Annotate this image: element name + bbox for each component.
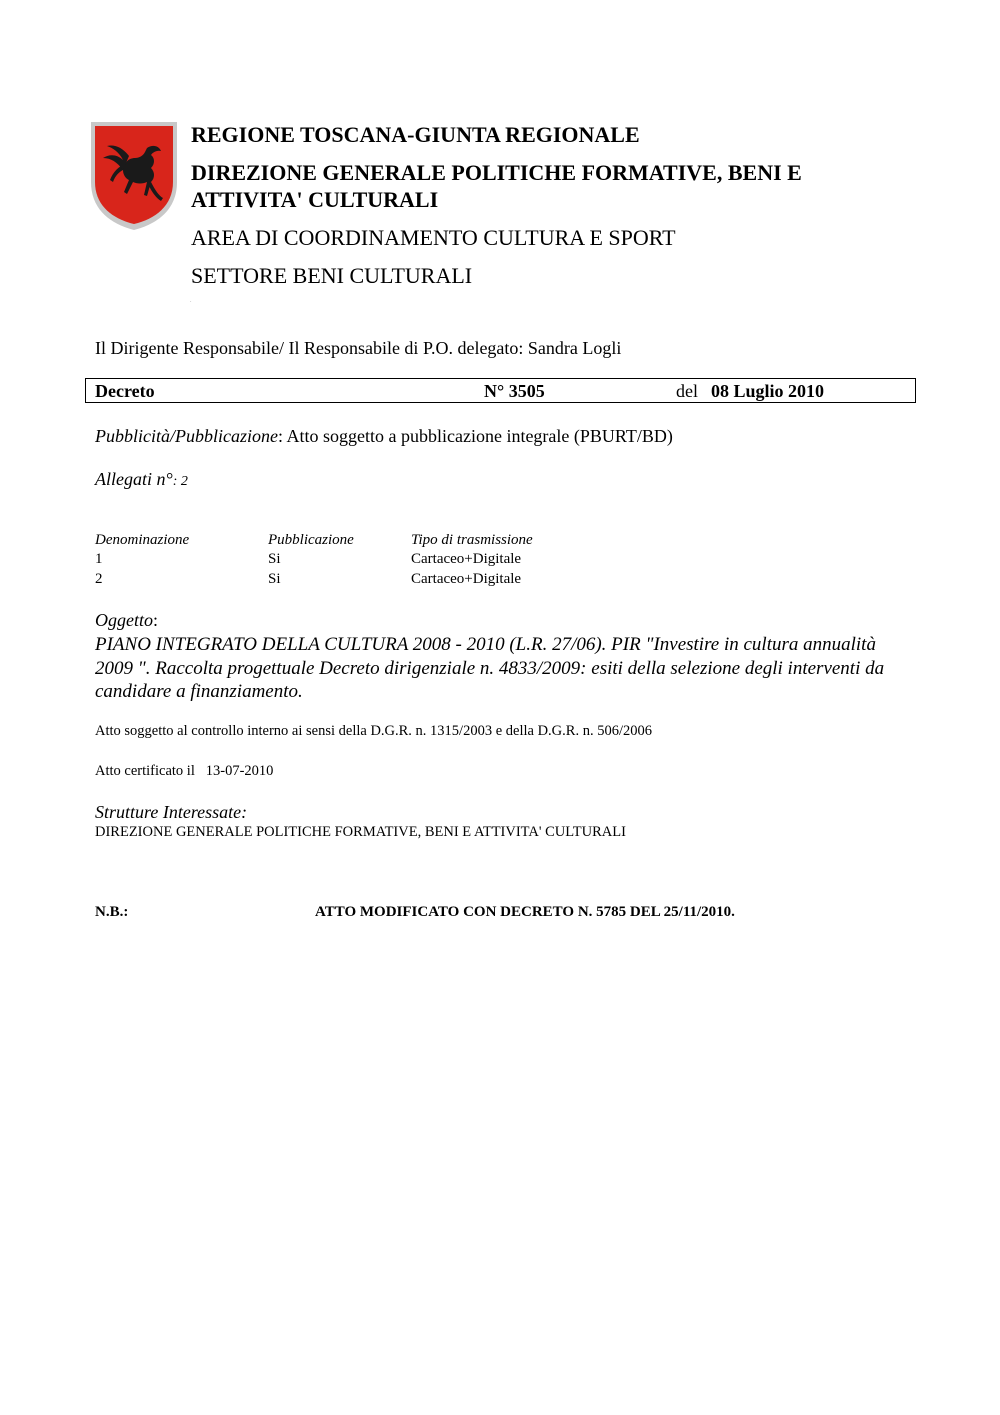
table-header-denominazione: Denominazione (95, 532, 190, 548)
table-cell: Si (268, 571, 281, 587)
table-header-pubblicazione: Pubblicazione (268, 532, 354, 548)
oggetto-colon: : (153, 610, 159, 630)
nb-value: ATTO MODIFICATO CON DECRETO N. 5785 DEL 25/11/2010. (315, 904, 735, 920)
controllo-line: Atto soggetto al controllo interno ai sensi della D.G.R. n. 1315/2003 e della D.G.R. n. 506/2006 (95, 723, 652, 739)
oggetto-label: Oggetto (95, 610, 153, 630)
decreto-label: Decreto (95, 381, 155, 401)
table-cell: Si (268, 551, 281, 567)
decreto-date: 08 Luglio 2010 (711, 381, 825, 401)
header-line-direzione: DIREZIONE GENERALE POLITICHE FORMATIVE, BENI E (191, 160, 802, 185)
allegati-label: Allegati n° (95, 469, 173, 489)
decreto-box (85, 378, 916, 403)
decreto-number: N° 3505 (484, 381, 545, 401)
certificato-label: Atto certificato il (95, 763, 195, 779)
table-cell: 2 (95, 571, 103, 587)
certificato-date: 13-07-2010 (205, 763, 274, 779)
table-cell: Cartaceo+Digitale (411, 571, 522, 587)
table-cell: Cartaceo+Digitale (411, 551, 522, 567)
regione-toscana-crest-icon (89, 120, 179, 232)
nb-label: N.B.: (95, 904, 129, 920)
dirigente-line: Il Dirigente Responsabile/ Il Responsabile di P.O. delegato: Sandra Logli (95, 338, 622, 358)
pubblicita-label: Pubblicità/Pubblicazione (95, 426, 278, 446)
table-cell: 1 (95, 551, 103, 567)
certificato-line (95, 763, 273, 780)
header-line-area: AREA DI COORDINAMENTO CULTURA E SPORT (191, 225, 676, 250)
header-line-settore: SETTORE BENI CULTURALI (191, 263, 473, 288)
oggetto-text: PIANO INTEGRATO DELLA CULTURA 2008 - 2010 (L.R. 27/06). PIR "Investire in cultura annualità 2009 ". Raccolta progettuale Decreto dirigenziale n. 4833/2009: esiti della selezione degli interventi da candidare a finanziamento. (95, 634, 885, 702)
header-dot: . (190, 298, 192, 304)
decreto-del: del (676, 381, 698, 401)
allegati-line (95, 469, 188, 490)
allegati-count: : 2 (172, 474, 188, 489)
pubblicita-line (95, 426, 673, 447)
header-line-attivita: ATTIVITA' CULTURALI (191, 187, 439, 212)
strutture-value: DIREZIONE GENERALE POLITICHE FORMATIVE, BENI E ATTIVITA' CULTURALI (95, 824, 626, 840)
oggetto-heading (95, 610, 158, 631)
strutture-label: Strutture Interessate: (95, 802, 248, 822)
pubblicita-value: : Atto soggetto a pubblicazione integrale (PBURT/BD) (277, 426, 673, 446)
header-line-region: REGIONE TOSCANA-GIUNTA REGIONALE (191, 122, 640, 147)
table-header-tipo: Tipo di trasmissione (411, 532, 533, 548)
